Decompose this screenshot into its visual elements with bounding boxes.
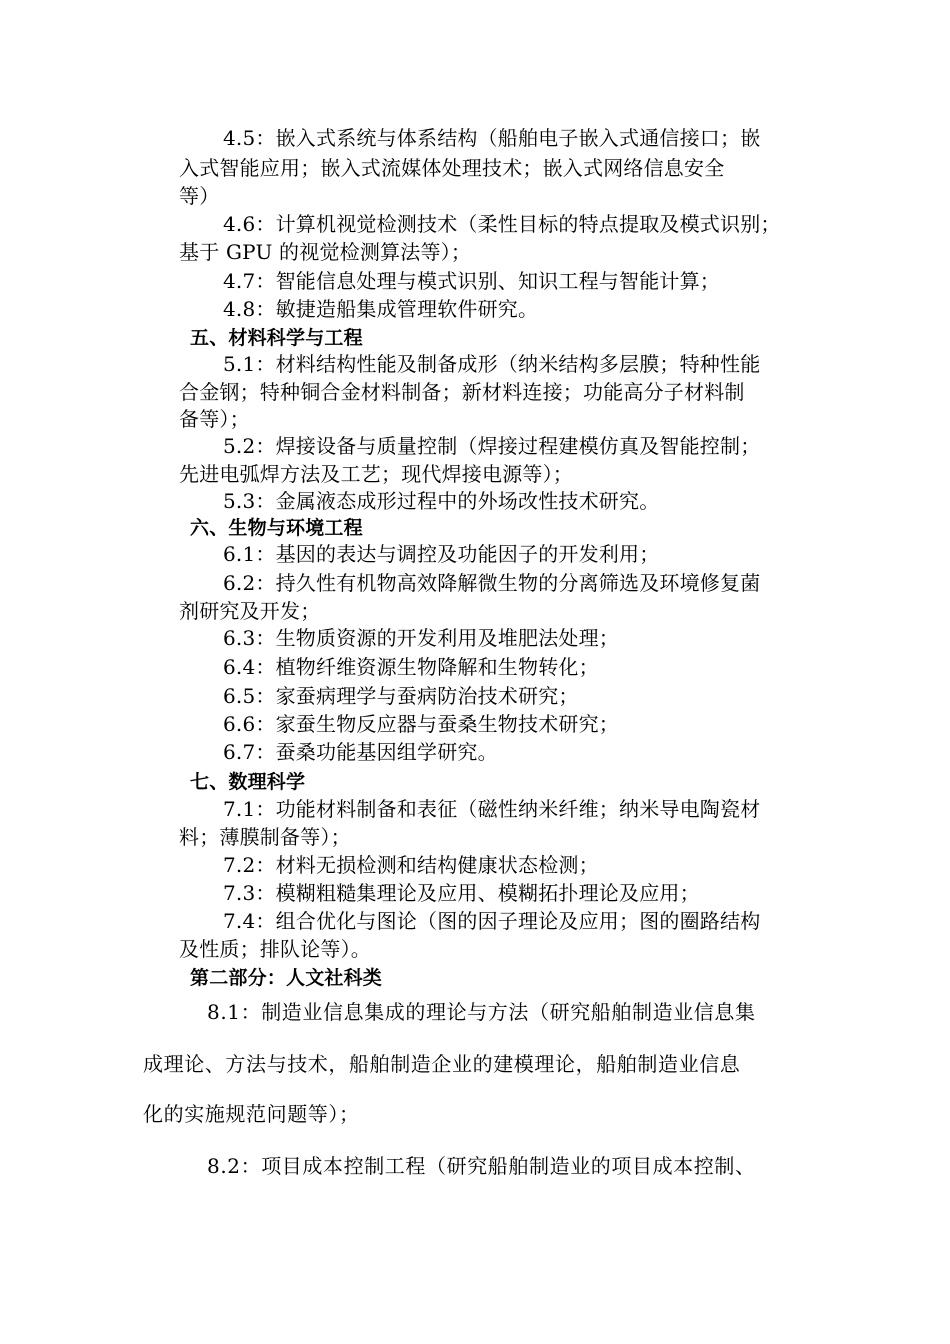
text-line: 7.1：功能材料制备和表征（磁性纳米纤维；纳米导电陶瓷材	[223, 797, 761, 821]
text-line: 基于 GPU 的视觉检测算法等）；	[179, 240, 472, 264]
text-line: 及性质；排队论等）。	[179, 937, 371, 961]
text-line: 合金钢；特种铜合金材料制备；新材料连接；功能高分子材料制	[179, 380, 745, 404]
text-line: 6.5：家蚕病理学与蚕病防治技术研究；	[223, 684, 579, 708]
text-line: 4.6：计算机视觉检测技术（柔性目标的特点提取及模式识别；	[223, 212, 781, 236]
text-line: 备等）；	[179, 407, 250, 431]
text-line: 6.3：生物质资源的开发利用及堆肥法处理；	[223, 626, 620, 650]
text-line: 4.5：嵌入式系统与体系结构（船舶电子嵌入式通信接口；嵌	[223, 126, 761, 150]
text-line: 8.1：制造业信息集成的理论与方法（研究船舶制造业信息集	[207, 1000, 756, 1024]
text-line: 6.1：基因的表达与调控及功能因子的开发利用；	[223, 542, 660, 566]
text-line: 4.8：敏捷造船集成管理软件研究。	[223, 297, 539, 321]
text-line: 化的实施规范问题等）；	[143, 1102, 360, 1126]
text-line: 4.7：智能信息处理与模式识别、知识工程与智能计算；	[223, 269, 721, 293]
text-line: 6.2：持久性有机物高效降解微生物的分离筛选及环境修复菌	[223, 571, 761, 595]
text-line: 剂研究及开发；	[179, 599, 321, 623]
section-heading: 第二部分：人文社科类	[190, 967, 383, 989]
section-heading: 六、生物与环境工程	[190, 517, 363, 539]
text-line: 7.4：组合优化与图论（图的因子理论及应用；图的圈路结构	[223, 909, 761, 933]
text-line: 7.3：模糊粗糙集理论及应用、模糊拓扑理论及应用；	[223, 881, 700, 905]
text-line: 等）	[179, 184, 220, 208]
text-line: 料；薄膜制备等）；	[179, 825, 351, 849]
text-line: 5.2：焊接设备与质量控制（焊接过程建模仿真及智能控制；	[223, 434, 761, 458]
text-line: 7.2：材料无损检测和结构健康状态检测；	[223, 853, 599, 877]
text-line: 6.7：蚕桑功能基因组学研究。	[223, 740, 498, 764]
text-line: 6.4：植物纤维资源生物降解和生物转化；	[223, 655, 599, 679]
text-line: 8.2：项目成本控制工程（研究船舶制造业的项目成本控制、	[207, 1154, 756, 1178]
text-line: 入式智能应用；嵌入式流媒体处理技术；嵌入式网络信息安全	[179, 156, 725, 180]
text-line: 6.6：家蚕生物反应器与蚕桑生物技术研究；	[223, 712, 620, 736]
text-line: 5.1：材料结构性能及制备成形（纳米结构多层膜；特种性能	[223, 352, 761, 376]
text-line: 5.3：金属液态成形过程中的外场改性技术研究。	[223, 489, 660, 513]
section-heading: 七、数理科学	[190, 771, 306, 793]
text-line: 先进电弧焊方法及工艺；现代焊接电源等）；	[179, 462, 573, 486]
text-line: 成理论、方法与技术，船舶制造企业的建模理论，船舶制造业信息	[143, 1052, 741, 1076]
section-heading: 五、材料科学与工程	[190, 327, 363, 349]
